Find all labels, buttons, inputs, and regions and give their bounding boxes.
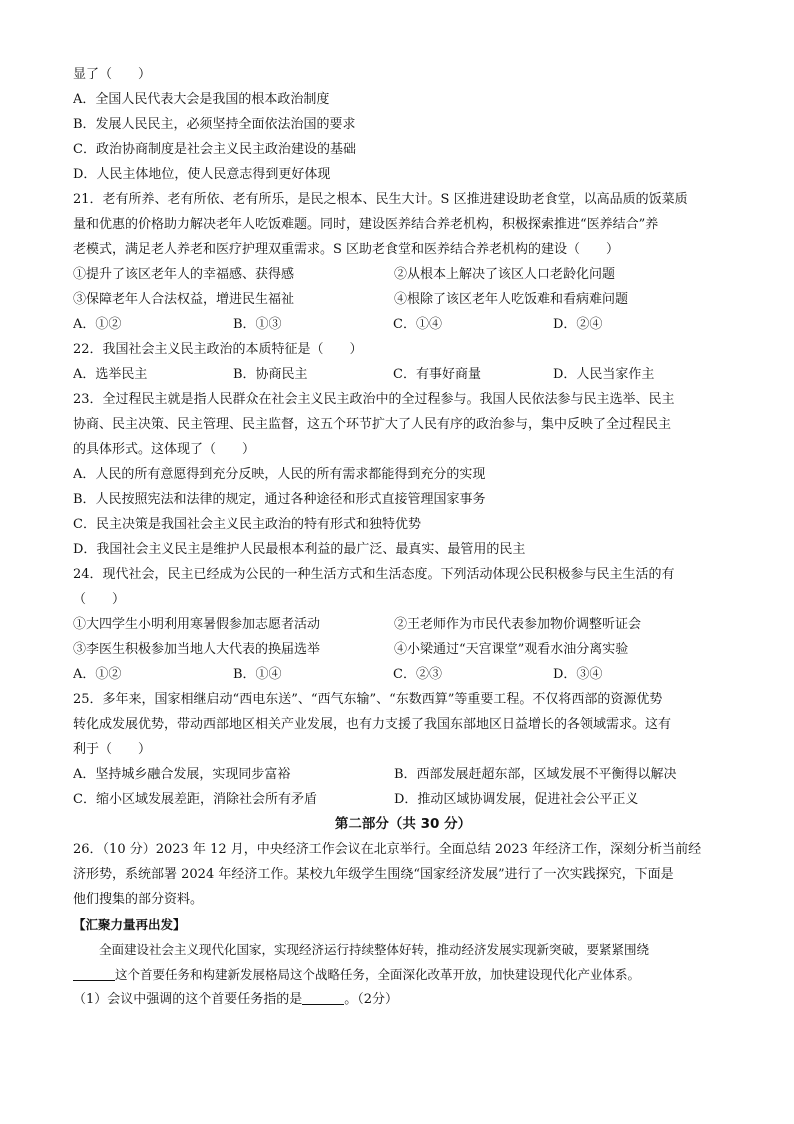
q25-option-d: D．推动区域协调发展，促进社会公平正义	[394, 792, 639, 807]
q23-option-c: C．民主决策是我国社会主义民主政治的特有形式和独特优势	[73, 517, 421, 532]
q21-statements-row-2	[73, 287, 733, 312]
q26-material-line-1: 全面建设社会主义现代化国家，实现经济运行持续整体好转，推动经济发展实现新突破，要紧紧围绕	[99, 942, 650, 957]
q20-option-d: D．人民主体地位，使人民意志得到更好体现	[73, 167, 331, 182]
q21-option-b: B．①③	[233, 317, 282, 332]
q25-stem-line-1: 25．多年来，国家相继启动“西电东送”、“西气东输”、“东数西算”等重要工程。不仅将西部的资源优势	[73, 692, 663, 707]
q21-statement-2: ②从根本上解决了该区人口老龄化问题	[394, 267, 616, 282]
q26-stem-line-2: 济形势，系统部署 2024 年经济工作。某校九年级学生围绕“国家经济发展”进行了一次实践探究，下面是	[73, 867, 674, 882]
q21-statement-3: ③保障老年人合法权益，增进民生福祉	[73, 292, 295, 307]
q25-option-c: C．缩小区域发展差距，消除社会所有矛盾	[73, 792, 317, 807]
q22-option-a: A．选举民主	[73, 367, 148, 382]
q24-statements-row-2	[73, 637, 733, 662]
q26-material-line-2	[73, 962, 733, 987]
q24-option-c: C．②③	[393, 667, 442, 682]
exam-page	[73, 62, 733, 1012]
q20-option-a: A．全国人民代表大会是我国的根本政治制度	[73, 92, 330, 107]
q23-option-a: A．人民的所有意愿得到充分反映，人民的所有需求都能得到充分的实现	[73, 467, 486, 482]
q25-options-row-2	[73, 787, 733, 812]
q24-statement-4: ④小梁通过“天宫课堂”观看水油分离实验	[394, 642, 629, 657]
q21-stem-line-2: 量和优惠的价格助力解决老年人吃饭难题。同时，建设医养结合养老机构，积极探索推进“医养结合”养	[73, 217, 659, 232]
q23-option-b: B．人民按照宪法和法律的规定，通过各种途径和形式直接管理国家事务	[73, 492, 486, 507]
q23-stem-line-1: 23．全过程民主就是指人民群众在社会主义民主政治中的全过程参与。我国人民依法参与民主选举、民主	[73, 392, 675, 407]
q22-stem: 22．我国社会主义民主政治的本质特征是（ ）	[73, 342, 363, 357]
q26-sub1-score: 。（2分）	[344, 992, 399, 1007]
q25-options-row-1	[73, 762, 733, 787]
q24-option-b: B．①④	[233, 667, 282, 682]
q21-statement-4: ④根除了该区老年人吃饭难和看病难问题	[394, 292, 629, 307]
q23-stem-line-3: 的具体形式。这体现了（ ）	[73, 442, 256, 457]
q26-stem-line-1: 26．（10 分）2023 年 12 月，中央经济工作会议在北京举行。全面总结 2023 年经济工作，深刻分析当前经	[73, 842, 702, 857]
q23-stem-line-2: 协商、民主决策、民主管理、民主监督，这五个环节扩大了人民有序的政治参与，集中反映了全过程民主	[73, 417, 672, 432]
q21-option-c: C．①④	[393, 317, 442, 332]
q24-statement-3: ③李医生积极参加当地人大代表的换届选举	[73, 642, 321, 657]
q21-option-a: A．①②	[73, 317, 122, 332]
q24-stem-line-2: （ ）	[73, 592, 126, 607]
q21-statements-row-1	[73, 262, 733, 287]
q24-statement-1: ①大四学生小明利用寒暑假参加志愿者活动	[73, 617, 321, 632]
q22-option-c: C．有事好商量	[393, 367, 481, 382]
q24-statement-2: ②王老师作为市民代表参加物价调整听证会	[394, 617, 642, 632]
q26-subquestion-1	[73, 987, 733, 1012]
q26-stem-line-3: 他们搜集的部分资料。	[73, 892, 204, 907]
q25-stem-line-3: 利于（ ）	[73, 742, 152, 757]
q20-option-b: B．发展人民民主，必须坚持全面依法治国的要求	[73, 117, 356, 132]
q24-stem-line-1: 24．现代社会，民主已经成为公民的一种生活方式和生活态度。下列活动体现公民积极参与民主生活的有	[73, 567, 675, 582]
q20-option-c: C．政治协商制度是社会主义民主政治建设的基础	[73, 142, 356, 157]
q24-option-d: D．③④	[553, 667, 603, 682]
q26-material-line-2-text: 这个首要任务和构建新发展格局这个战略任务，全面深化改革开放，加快建设现代化产业体系。	[115, 967, 641, 982]
q24-options	[73, 662, 733, 687]
q22-option-d: D．人民当家作主	[553, 367, 655, 382]
q25-stem-line-2: 转化成发展优势，带动西部地区相关产业发展，也有力支援了我国东部地区日益增长的各领域需求。这有	[73, 717, 672, 732]
q22-options	[73, 362, 733, 387]
q24-statements-row-1	[73, 612, 733, 637]
answer-blank[interactable]	[302, 990, 344, 1005]
answer-blank[interactable]	[73, 966, 115, 981]
q22-option-b: B．协商民主	[233, 367, 308, 382]
q26-section-title: 【汇聚力量再出发】	[73, 917, 186, 932]
q21-statement-1: ①提升了该区老年人的幸福感、获得感	[73, 267, 295, 282]
q24-option-a: A．①②	[73, 667, 122, 682]
part2-title: 第二部分（共 30 分）	[334, 816, 472, 832]
q25-option-b: B．西部发展赶超东部，区域发展不平衡得以解决	[394, 767, 677, 782]
q21-option-d: D．②④	[553, 317, 603, 332]
q21-stem-line-1: 21．老有所养、老有所依、老有所乐，是民之根本、民生大计。S 区推进建设助老食堂，以高品质的饭菜质	[73, 192, 688, 207]
q21-options	[73, 312, 733, 337]
q21-stem-line-3: 老模式，满足老人养老和医疗护理双重需求。S 区助老食堂和医养结合养老机构的建设（ ）	[73, 242, 620, 257]
q23-option-d: D．我国社会主义民主是维护人民最根本利益的最广泛、最真实、最管用的民主	[73, 542, 526, 557]
q26-sub1-text: （1）会议中强调的这个首要任务指的是	[73, 992, 303, 1007]
q25-option-a: A．坚持城乡融合发展，实现同步富裕	[73, 767, 291, 782]
q20-stem-continuation: 显了（ ）	[73, 67, 152, 82]
